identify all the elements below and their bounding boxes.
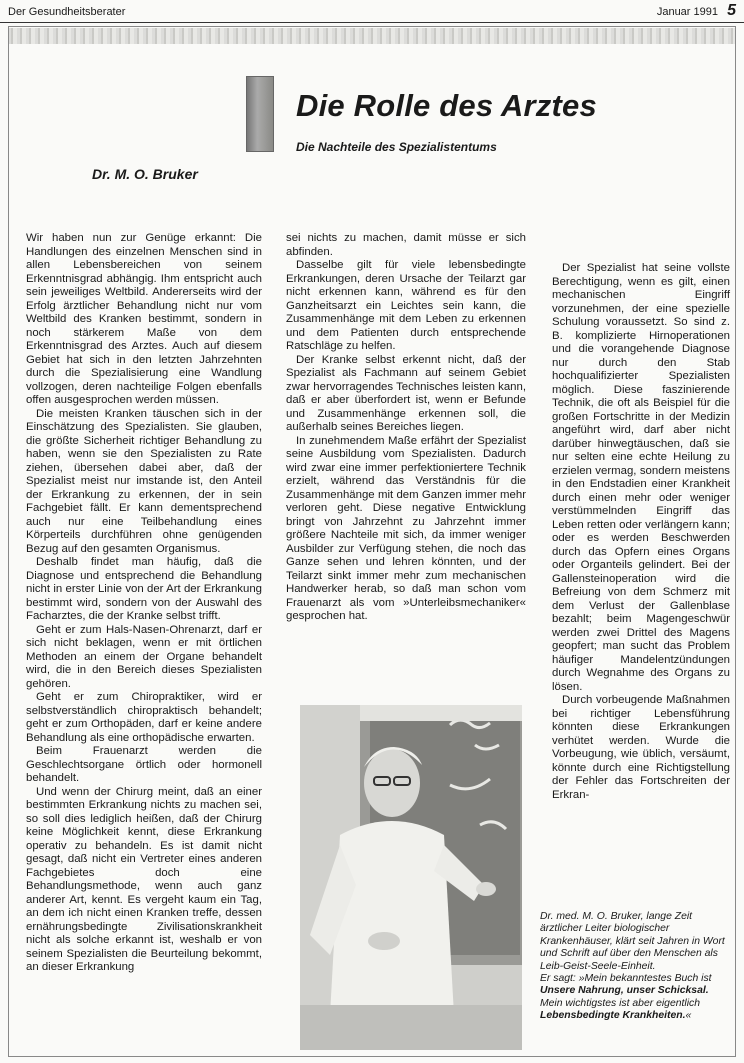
paragraph: Wir haben nun zur Genüge erkannt: Die Handlungen des einzelnen Menschen sind in allen Lebensbereichen von seinem Erkenntnisgrad abhängig. Ihm entspricht auch sein jeweiliges Weltbild. Andererseits wird der Erfolg ärztlicher Behandlung nicht nur vom Weltbild des Kranken bestimmt, sondern in noch stärkerem Maße von dem Erkenntnisgrad des Arztes. Auch auf diesem Gebiet hat sich in den letzten Jahrzehnten durch die Spezialisierung eine Wandlung vollzogen, deren nachteilige Folgen ebenfalls offen ausgesprochen werden müssen. xyxy=(26,232,262,406)
author-photo xyxy=(300,705,522,1050)
article-subtitle: Die Nachteile des Spezialistentums xyxy=(296,140,497,154)
scan-artifact-band xyxy=(8,28,736,44)
paragraph: Beim Frauenarzt werden die Geschlechtsorgane örtlich oder hormonell behandelt. xyxy=(26,745,262,784)
running-header xyxy=(8,4,736,22)
paragraph: sei nichts zu machen, damit müsse er sich abfinden. xyxy=(286,232,526,258)
article-title: Die Rolle des Arztes xyxy=(296,88,597,123)
paragraph: Durch vorbeugende Maßnahmen bei richtiger Lebensführung könnten diese Erkrankungen verhütet werden. Wurde die Vorbeugung, wie üblich, versäumt, könnte durch eine Richtigstellung der Fehler das Fortschreiten der Erkran- xyxy=(552,694,730,801)
paragraph: Und wenn der Chirurg meint, daß an einer bestimmten Erkrankung nichts zu machen sei, so soll dies lediglich heißen, daß der Chirurg keine Möglichkeit kennt, diese Erkrankung operativ zu behandeln. Es ist damit nicht gesagt, daß nicht ein Vertreter eines anderen Fachgebietes doch eine Behandlungsmethode, wenn auch ganz anderer Art, kennt. Es vergeht kaum ein Tag, an dem ich nicht einen Kranken treffe, dessen ernährungsbedingte Zivilisationskrankheit nicht als solche erkannt ist, weshalb er von seinem Spezialisten die Beurteilung bekommt, an dieser Erkrankung xyxy=(26,785,262,973)
paragraph: Der Spezialist hat seine vollste Berechtigung, wenn es gilt, einen mechanischen Eingriff vorzunehmen, der eine spezielle Schulung voraussetzt. So sind z. B. komplizierte Hirnoperationen und die vorangehende Diagnose nur durch den Stab hochqualifizierter Spezialisten möglich. Diese faszinierende Technik, die oft als Beispiel für die großen Fortschritte in der Medizin angeführt wird, darf aber nicht darüber hinwegtäuschen, daß sie nur selten eine echte Heilung zu erzielen vermag, sondern meistens in den Endstadien einer Krankheit durch einen mehr oder weniger verstümmelnden Eingriff das Leben retten oder verlängern kann; oder es werden Beschwerden durch das Opfern eines Organs oder Organteils gelindert. Bei der Gallensteinoperation wird die Befreiung von dem Schmerz mit dem Verlust der Gallenblase bezahlt; beim Magengeschwür werden zwei Drittel des Magens geopfert; man sucht das Problem häufiger Mandelentzündungen durch Wegnahme des Organs zu lösen. xyxy=(552,262,730,693)
caption-quote-end: « xyxy=(685,1010,692,1022)
text-column-1 xyxy=(26,232,262,1060)
book-title: Lebensbedingte Krankheiten. xyxy=(540,1010,686,1022)
paragraph: In zunehmendem Maße erfährt der Spezialist seine Ausbildung vom Spezialisten. Dadurch wird zwar eine immer perfektioniertere Technik erzielt, während das Verständnis für die Zusammenhänge mit dem Ganzen immer mehr verloren geht. Diese negative Entwicklung bringt von Jahrzehnt zu Jahrzehnt immer größere Nachteile mit sich, da immer weniger Ausbilder zur Verfügung stehen, die noch das Ganze sehen und lehren könnten, und der Teilarzt sinkt immer mehr zum mechanischen Handwerker herab, so daß man schon vom Frauenarzt als vom »Unterleibsmechaniker« gesprochen hat. xyxy=(286,434,526,622)
decorative-initial-block xyxy=(246,76,274,152)
book-title: Unsere Nahrung, unser Schicksal. xyxy=(540,985,709,997)
paragraph: Geht er zum Hals-Nasen-Ohrenarzt, darf er sich nicht beklagen, wenn er mit örtlichen Methoden an einem der Organe behandelt wird, die in den Bereich dieses Spezialisten gehören. xyxy=(26,623,262,690)
author-portrait-illustration xyxy=(300,705,522,1050)
paragraph: Deshalb findet man häufig, daß die Diagnose und entsprechend die Behandlung nicht in erster Linie von der Art der Erkrankung bestimmt wird, sondern von der Auswahl des Facharztes, die der Kranke selbst trifft. xyxy=(26,556,262,622)
text-column-3 xyxy=(552,262,730,801)
caption-quote: Er sagt: »Mein bekanntestes Buch ist xyxy=(540,973,712,985)
header-rule xyxy=(0,22,744,23)
paragraph: Die meisten Kranken täuschen sich in der Einschätzung des Spezialisten. Sie glauben, die größte Sicherheit richtiger Behandlung zu haben, wenn sie den Spezialisten zu Rate ziehen, übersehen dabei aber, daß der Spezialist meist nur imstande ist, den Anteil der Erkrankung zu erkennen, der in sein Fachgebiet fällt. Er kann dementsprechend auch nur eine Teilbehandlung eines Körperteils durchführen ohne genügenden Bezug auf den gesamten Organismus. xyxy=(26,407,262,555)
paragraph: Geht er zum Chiropraktiker, wird er selbstverständlich chiropraktisch behandelt; geht er zum Orthopäden, darf er keine andere Behandlung als eine orthopädische erwarten. xyxy=(26,691,262,744)
paragraph: Der Kranke selbst erkennt nicht, daß der Spezialist als Fachmann auf seinem Gebiet zwar hervorragendes Technisches leisten kann, daß er aber überfordert ist, wenn er Befunde und Zusammenhänge erkennen soll, die außerhalb seines Bereiches liegen. xyxy=(286,353,526,433)
page-number: 5 xyxy=(727,2,736,19)
issue-date: Januar 1991 xyxy=(656,6,718,18)
bleed-through-text xyxy=(606,46,726,246)
article-author: Dr. M. O. Bruker xyxy=(92,166,198,182)
caption-quote-cont: Mein wichtigstes ist aber eigentlich xyxy=(540,997,700,1009)
photo-caption xyxy=(540,911,730,1023)
paragraph: Dasselbe gilt für viele lebensbedingte Erkrankungen, deren Ursache der Teilarzt gar nicht erkennen kann, während es für den Ganzheitsarzt ein Leichtes sein kann, die Zusammenhänge mit dem Leben zu erkennen und dem Patienten durch entsprechende Ratschläge zu helfen. xyxy=(286,259,526,352)
caption-text: Dr. med. M. O. Bruker, lange Zeit ärztlicher Leiter biologischer Krankenhäuser, klärt seit Jahren in Wort und Schrift auf über den Menschen als Leib-Geist-Seele-Einheit. xyxy=(540,911,725,972)
text-column-2 xyxy=(286,232,526,684)
publication-name: Der Gesundheitsberater xyxy=(8,6,126,18)
